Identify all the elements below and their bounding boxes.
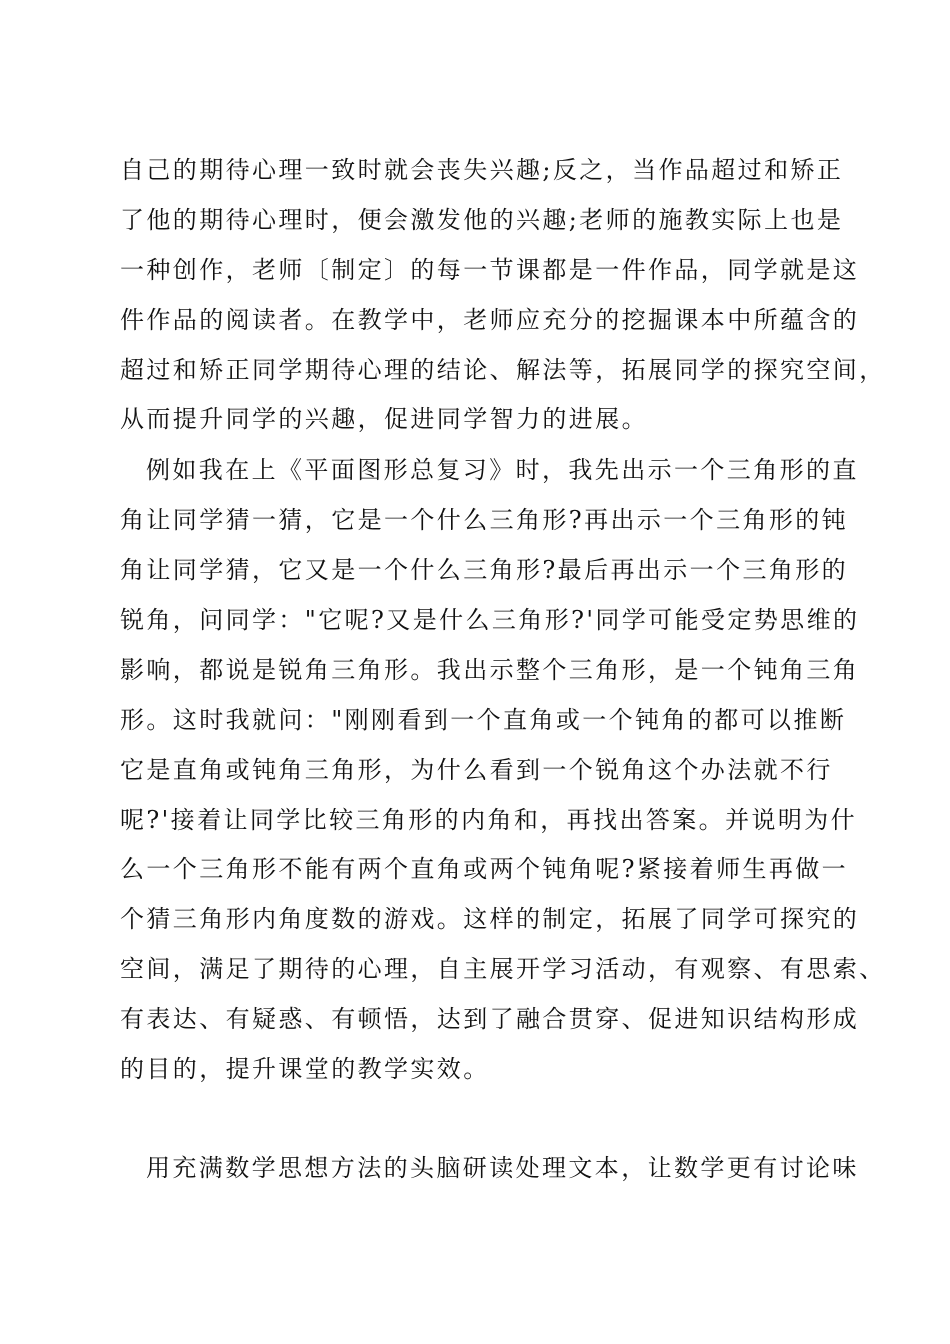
paragraph1-line: 从而提升同学的兴趣，促进同学智力的进展。	[120, 405, 648, 433]
paragraph2-line: 么一个三角形不能有两个直角或两个钝角呢?紧接着师生再做一	[120, 855, 849, 883]
paragraph2-line: 角让同学猜，它又是一个什么三角形?最后再出示一个三角形的	[120, 556, 849, 584]
paragraph2-line: 角让同学猜一猜，它是一个什么三角形?再出示一个三角形的钝	[120, 506, 849, 534]
paragraph2-line: 呢?'接着让同学比较三角形的内角和，再找出答案。并说明为什	[120, 806, 858, 834]
paragraph2-line: 的目的，提升课堂的教学实效。	[120, 1055, 490, 1083]
paragraph2-line: 个猜三角形内角度数的游戏。这样的制定，拓展了同学可探究的	[120, 905, 860, 933]
paragraph2-line: 例如我在上《平面图形总复习》时，我先出示一个三角形的直	[146, 456, 859, 484]
paragraph1-line: 件作品的阅读者。在教学中，老师应充分的挖掘课本中所蕴含的	[120, 306, 860, 334]
paragraph2-line: 影响，都说是锐角三角形。我出示整个三角形，是一个钝角三角	[120, 656, 860, 684]
section-heading: 用充满数学思想方法的头脑研读处理文本，让数学更有讨论味	[146, 1154, 859, 1182]
paragraph2-line: 锐角，问同学："它呢?又是什么三角形?'同学可能受定势思维的	[120, 606, 860, 634]
paragraph2-line: 它是直角或钝角三角形，为什么看到一个锐角这个办法就不行	[120, 756, 833, 784]
paragraph1-line: 自己的期待心理一致时就会丧失兴趣;反之，当作品超过和矫正	[120, 156, 844, 184]
paragraph1-line: 了他的期待心理时，便会激发他的兴趣;老师的施教实际上也是	[120, 206, 844, 234]
paragraph1-line: 一种创作，老师〔制定〕的每一节课都是一件作品，同学就是这	[120, 256, 860, 284]
paragraph2-line: 有表达、有疑惑、有顿悟，达到了融合贯穿、促进知识结构形成	[120, 1005, 860, 1033]
paragraph2-line: 形。这时我就问："刚刚看到一个直角或一个钝角的都可以推断	[120, 706, 847, 734]
paragraph2-line: 空间，满足了期待的心理，自主展开学习活动，有观察、有思索、	[120, 955, 886, 983]
paragraph1-line: 超过和矫正同学期待心理的结论、解法等，拓展同学的探究空间，	[120, 356, 886, 384]
